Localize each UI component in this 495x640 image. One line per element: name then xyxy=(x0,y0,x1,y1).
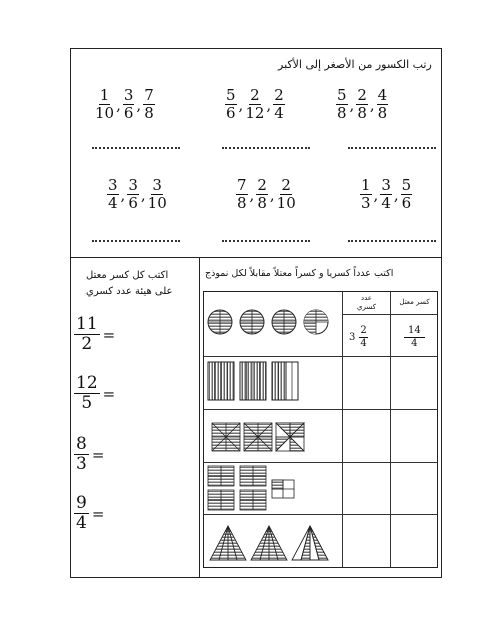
fraction-group xyxy=(95,88,155,121)
fraction: $\frac{2}{8}$ xyxy=(357,86,367,122)
col-header-mixed-line1: عدد xyxy=(361,294,372,302)
star-square-model xyxy=(212,423,312,453)
fraction: $\frac{2}{8}$ xyxy=(257,176,267,212)
answer-line[interactable] xyxy=(348,240,436,242)
answer-line[interactable] xyxy=(348,147,436,149)
example-mixed-number: 3 $\frac{2}{4}$ xyxy=(349,325,367,349)
section-divider-horizontal xyxy=(70,257,442,258)
improper-fraction: $\frac{9}{4}$ = xyxy=(76,493,105,533)
equals-sign: = xyxy=(102,325,116,344)
fraction: $\frac{3}{4}$ xyxy=(381,176,391,212)
example-improper-fraction: $\frac{14}{4}$ xyxy=(404,326,425,349)
improper-fraction: $\frac{11}{2}$ = xyxy=(76,314,116,354)
comma-separator: , xyxy=(116,95,121,114)
fraction-group xyxy=(360,178,412,211)
fraction: $\frac{3}{10}$ xyxy=(147,176,167,212)
section-divider-vertical xyxy=(199,257,200,578)
comma-separator: , xyxy=(120,185,126,204)
comma-separator: , xyxy=(349,95,355,114)
fraction: $\frac{5}{6}$ xyxy=(401,176,412,212)
order-instruction: رتب الكسور من الأصغر إلى الأكبر xyxy=(278,58,432,71)
fraction: $\frac{4}{8}$ xyxy=(377,86,388,122)
equals-sign: = xyxy=(102,384,116,403)
strip-model xyxy=(208,362,318,402)
improper-fraction: $\frac{8}{3}$ = xyxy=(76,434,105,474)
fraction: $\frac{7}{8}$ xyxy=(144,86,154,122)
answer-line[interactable] xyxy=(92,240,180,242)
comma-separator: , xyxy=(140,185,146,204)
convert-instruction-line2: على هيئة عدد كسري xyxy=(86,286,173,297)
fraction: $\frac{3}{6}$ xyxy=(123,86,134,122)
comma-separator: , xyxy=(249,185,255,204)
answer-line[interactable] xyxy=(92,147,180,149)
fraction: $\frac{2}{12}$ xyxy=(245,86,265,122)
improper-fraction: $\frac{12}{5}$ = xyxy=(76,373,116,413)
circle-model xyxy=(205,307,340,337)
fraction: $\frac{3}{6}$ xyxy=(128,176,138,212)
col-header-improper: كسر معتل xyxy=(399,298,430,306)
comma-separator: , xyxy=(266,95,272,114)
answer-line[interactable] xyxy=(222,147,310,149)
fraction: $\frac{1}{10}$ xyxy=(95,86,115,122)
fraction: $\frac{1}{3}$ xyxy=(361,176,371,212)
comma-separator: , xyxy=(373,185,379,204)
fraction: $\frac{5}{6}$ xyxy=(226,86,236,122)
equals-sign: = xyxy=(91,445,105,464)
fraction: $\frac{7}{8}$ xyxy=(237,176,247,212)
fraction-group xyxy=(107,178,167,211)
fraction: $\frac{2}{4}$ xyxy=(274,86,284,122)
comma-separator: , xyxy=(369,95,375,114)
comma-separator: , xyxy=(393,185,399,204)
fraction: $\frac{5}{8}$ xyxy=(337,86,347,122)
triangle-model xyxy=(210,524,335,564)
col-header-mixed-line2: كسري xyxy=(357,303,376,311)
model-instruction: اكتب عدداً كسريا و كسراً معتلاً مقابلاً لكل نموذج xyxy=(205,268,394,279)
comma-separator: , xyxy=(238,95,244,114)
fraction: $\frac{3}{4}$ xyxy=(108,176,118,212)
equals-sign: = xyxy=(91,504,105,523)
grid-square-model xyxy=(208,466,308,514)
fraction-group xyxy=(225,88,285,121)
fraction-group xyxy=(236,178,296,211)
answer-line[interactable] xyxy=(222,240,310,242)
fraction: $\frac{2}{10}$ xyxy=(276,176,296,212)
comma-separator: , xyxy=(136,95,142,114)
comma-separator: , xyxy=(269,185,275,204)
fraction-group xyxy=(336,88,388,121)
convert-instruction-line1: اكتب كل كسر معتل xyxy=(86,270,169,281)
